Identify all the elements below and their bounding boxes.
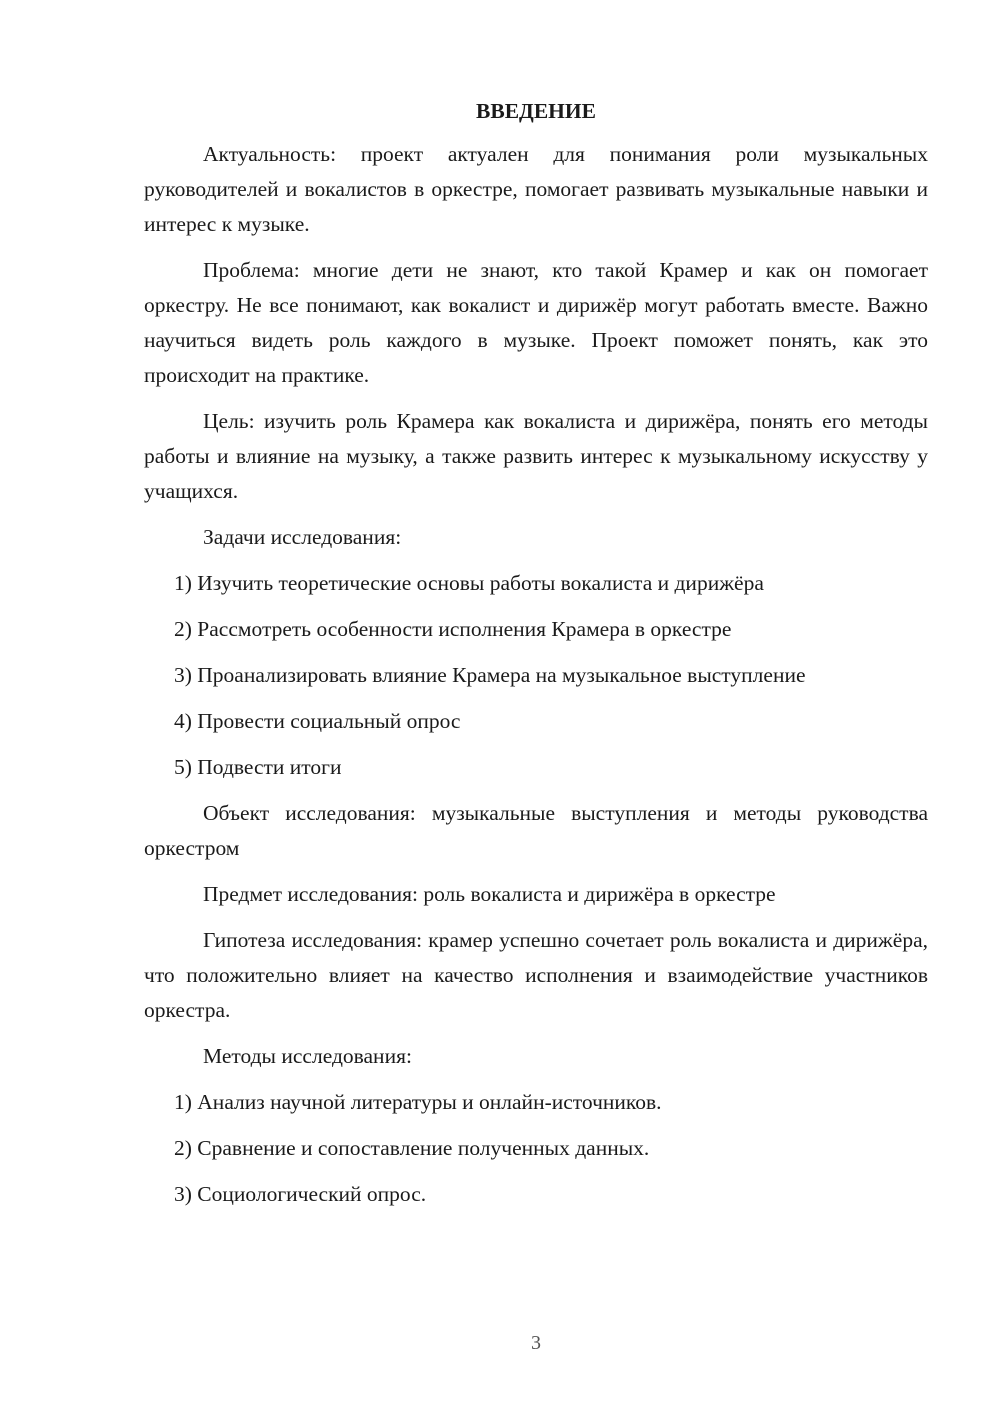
hypothesis-paragraph: Гипотеза исследования: крамер успешно сочетает роль вокалиста и дирижёра, что положительно влияет на качество исполнения и взаимодействие участников оркестра. bbox=[144, 928, 928, 1022]
list-item: 3) Социологический опрос. bbox=[174, 1182, 427, 1206]
relevance-paragraph: Актуальность: проект актуален для понимания роли музыкальных руководителей и вокалистов в оркестре, помогает развивать музыкальные навыки и интерес к музыке. bbox=[144, 142, 928, 236]
tasks-list bbox=[144, 566, 928, 785]
list-item: 2) Сравнение и сопоставление полученных данных. bbox=[174, 1136, 650, 1160]
list-item: 5) Подвести итоги bbox=[174, 755, 342, 779]
page-number: 3 bbox=[531, 1332, 541, 1354]
methods-list bbox=[144, 1085, 928, 1212]
list-item: 3) Проанализировать влияние Крамера на музыкальное выступление bbox=[174, 663, 806, 687]
subject-paragraph: Предмет исследования: роль вокалиста и дирижёра в оркестре bbox=[203, 882, 776, 906]
document-page bbox=[144, 96, 928, 1223]
list-item: 4) Провести социальный опрос bbox=[174, 709, 461, 733]
goal-paragraph: Цель: изучить роль Крамера как вокалиста и дирижёра, понять его методы работы и влияние на музыку, а также развить интерес к музыкальному искусству у учащихся. bbox=[144, 409, 928, 503]
list-item: 1) Анализ научной литературы и онлайн-источников. bbox=[174, 1090, 662, 1114]
list-item: 2) Рассмотреть особенности исполнения Крамера в оркестре bbox=[174, 617, 732, 641]
page-title: ВВЕДЕНИЕ bbox=[476, 99, 596, 123]
list-item: 1) Изучить теоретические основы работы вокалиста и дирижёра bbox=[174, 571, 764, 595]
tasks-title: Задачи исследования: bbox=[203, 525, 402, 549]
problem-paragraph: Проблема: многие дети не знают, кто такой Крамер и как он помогает оркестру. Не все понимают, как вокалист и дирижёр могут работать вместе. Важно научиться видеть роль каждого в музыке. Проект поможет понять, как это происходит на практике. bbox=[144, 258, 928, 387]
object-paragraph: Объект исследования: музыкальные выступления и методы руководства оркестром bbox=[144, 801, 928, 860]
methods-title: Методы исследования: bbox=[203, 1044, 412, 1068]
